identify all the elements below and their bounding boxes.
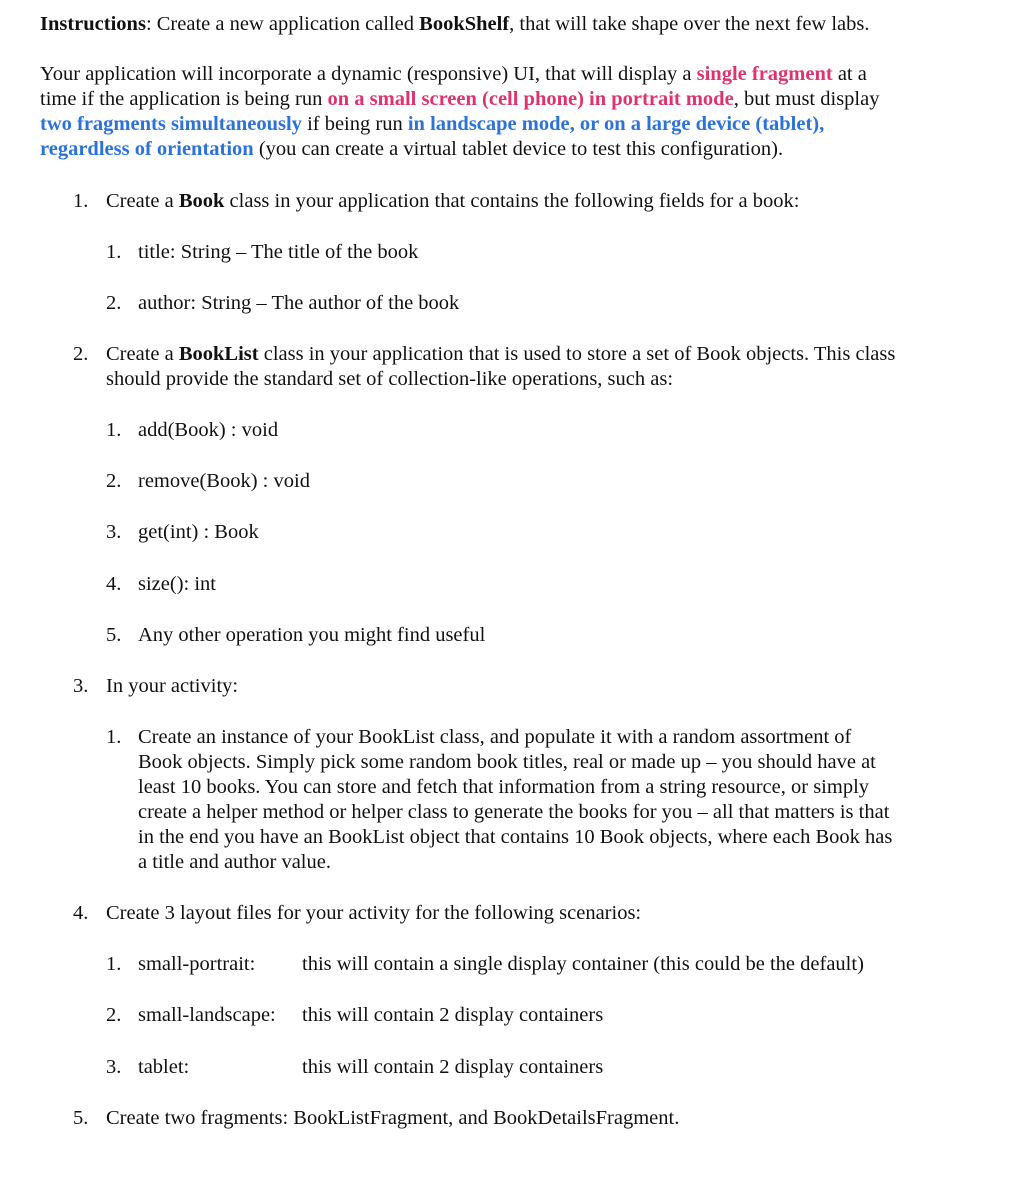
intro-text-1: : Create a new application called	[145, 13, 420, 35]
s4-item-1-number: 1.	[106, 953, 122, 975]
s3-item-line-2: Book objects. Simply pick some random book titles, real or made up – you should have at	[138, 751, 876, 773]
para-line-4	[40, 137, 783, 162]
section-4-text: Create 3 layout files for your activity for the following scenarios:	[106, 902, 642, 924]
s2-item-5-text: Any other operation you might find useful	[138, 624, 486, 646]
s2-item-1-text: add(Book) : void	[138, 419, 279, 441]
s2-item-1-number: 1.	[106, 419, 122, 441]
para-line-1	[40, 62, 867, 87]
s1-item-1-number: 1.	[106, 241, 122, 263]
s2-item-5-number: 5.	[106, 624, 122, 646]
s4-item-2-number: 2.	[106, 1004, 122, 1026]
para-text-c: at a	[832, 63, 867, 85]
para-text-k: (you can create a virtual tablet device to test this configuration).	[253, 138, 784, 160]
s3-item-1-number: 1.	[106, 726, 122, 748]
s1-text-a: Create a	[106, 190, 179, 212]
s3-item-line-6: a title and author value.	[138, 851, 331, 873]
s2-booklist-class: BookList	[178, 343, 259, 365]
s3-item-line-1: Create an instance of your BookList class, and populate it with a random assortment of	[138, 726, 852, 748]
highlight-landscape-tablet: in landscape mode, or on a large device (tablet),	[407, 113, 825, 135]
section-1-number: 1.	[73, 190, 89, 212]
s2-text-a: Create a	[106, 343, 179, 365]
section-3-number: 3.	[73, 675, 89, 697]
s2-item-4-number: 4.	[106, 573, 122, 595]
intro-text-2: , that will take shape over the next few labs.	[509, 13, 870, 35]
highlight-two-fragments: two fragments simultaneously	[40, 113, 302, 135]
s1-book-class: Book	[178, 190, 225, 212]
section-2-text-line-1	[106, 342, 895, 367]
section-2-number: 2.	[73, 343, 89, 365]
s4-item-1-label: small-portrait:	[138, 953, 256, 975]
s3-item-line-4: create a helper method or helper class to generate the books for you – all that matters is that	[138, 801, 890, 823]
s1-item-1-text: title: String – The title of the book	[138, 241, 419, 263]
section-5-text: Create two fragments: BookListFragment, and BookDetailsFragment.	[106, 1107, 680, 1129]
instructions-label: Instructions	[40, 13, 146, 35]
s4-item-2-label: small-landscape:	[138, 1004, 276, 1026]
app-name: BookShelf	[419, 13, 510, 35]
s3-item-line-5: in the end you have an BookList object that contains 10 Book objects, where each Book has	[138, 826, 893, 848]
para-text-h: if being run	[301, 113, 408, 135]
s2-text-c: class in your application that is used to store a set of Book objects. This class	[258, 343, 896, 365]
highlight-small-screen-portrait: on a small screen (cell phone) in portrait mode	[327, 88, 734, 110]
para-text-f: , but must display	[733, 88, 880, 110]
highlight-single-fragment: single fragment	[696, 63, 833, 85]
s2-item-4-text: size(): int	[138, 573, 216, 595]
para-text-d: time if the application is being run	[40, 88, 328, 110]
s4-item-3-number: 3.	[106, 1056, 122, 1078]
s1-text-c: class in your application that contains the following fields for a book:	[224, 190, 800, 212]
s4-item-3-desc: this will contain 2 display containers	[302, 1056, 604, 1078]
s2-item-3-number: 3.	[106, 521, 122, 543]
section-3-text: In your activity:	[106, 675, 239, 697]
section-2-text-line-2: should provide the standard set of collection-like operations, such as:	[106, 368, 674, 390]
s2-item-2-number: 2.	[106, 470, 122, 492]
para-text-a: Your application will incorporate a dynamic (responsive) UI, that will display a	[40, 63, 697, 85]
s1-item-2-text: author: String – The author of the book	[138, 292, 460, 314]
para-line-3	[40, 112, 824, 137]
section-1-text	[106, 189, 799, 214]
para-line-2	[40, 87, 879, 112]
highlight-regardless-orientation: regardless of orientation	[40, 138, 254, 160]
section-5-number: 5.	[73, 1107, 89, 1129]
s4-item-2-desc: this will contain 2 display containers	[302, 1004, 604, 1026]
section-4-number: 4.	[73, 902, 89, 924]
s2-item-2-text: remove(Book) : void	[138, 470, 310, 492]
s2-item-3-text: get(int) : Book	[138, 521, 259, 543]
intro-line	[40, 12, 870, 37]
s4-item-1-desc: this will contain a single display container (this could be the default)	[302, 953, 864, 975]
s3-item-line-3: least 10 books. You can store and fetch that information from a string resource, or simply	[138, 776, 870, 798]
s4-item-3-label: tablet:	[138, 1056, 190, 1078]
s1-item-2-number: 2.	[106, 292, 122, 314]
